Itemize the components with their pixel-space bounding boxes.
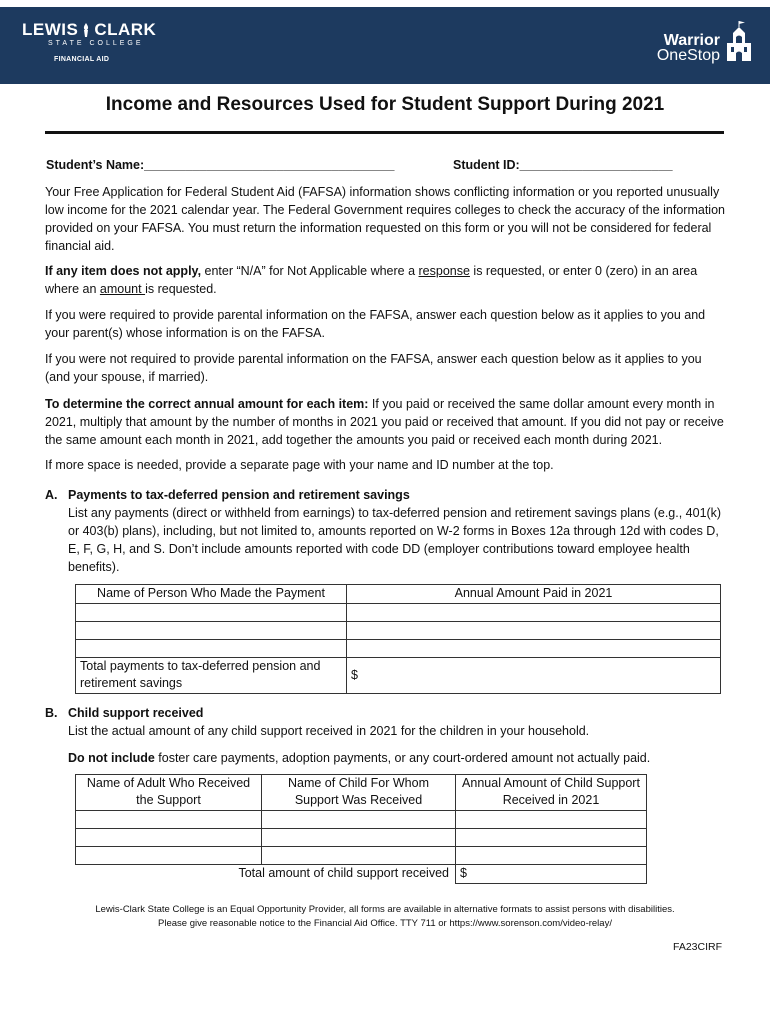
lewis-clark-logo	[22, 21, 156, 63]
table-row	[76, 640, 721, 658]
intro-p2-a: enter “N/A” for Not Applicable where a	[201, 264, 419, 278]
form-code: FA23CIRF	[673, 941, 723, 953]
intro-paragraph-2	[45, 262, 725, 298]
table-row	[76, 829, 647, 847]
intro-paragraph-3: If you were required to provide parental information on the FAFSA, answer each question below as it applies to you and your parent(s) whose information is on the FAFSA.	[45, 308, 706, 340]
intro-p5-rest: If you paid or received the same dollar amount every month in 2021, multiply that amount by the number of months in 2021 you paid or received that amount. If you did not pay or receive the same amount each month in 2021, add together the amounts you paid or received each month during 2021.	[45, 397, 724, 447]
table-a-amount-cell[interactable]	[347, 640, 721, 658]
table-b-adult-cell[interactable]	[76, 811, 262, 829]
section-a-heading: Payments to tax-deferred pension and retirement savings	[68, 488, 410, 502]
table-a-name-cell[interactable]	[76, 640, 347, 658]
table-b-total-label: Total amount of child support received	[238, 866, 449, 880]
logo-word-lewis: LEWIS	[22, 20, 79, 39]
table-b-amount-cell[interactable]	[456, 811, 647, 829]
table-b-adult-cell[interactable]	[76, 847, 262, 865]
table-a-amount-cell[interactable]	[347, 622, 721, 640]
bell-tower-icon	[722, 19, 752, 63]
logo-word-clark: CLARK	[94, 20, 157, 39]
table-b-adult-cell[interactable]	[76, 829, 262, 847]
table-row	[76, 604, 721, 622]
warrior-logo-line1: Warrior	[663, 32, 720, 49]
warrior-onestop-logo	[657, 19, 752, 63]
section-b	[45, 704, 725, 767]
student-fields	[46, 158, 726, 172]
logo-department: FINANCIAL AID	[54, 56, 110, 63]
page-title: Income and Resources Used for Student Support During 2021	[105, 94, 665, 115]
table-a-header-name: Name of Person Who Made the Payment	[76, 585, 347, 604]
section-b-note	[68, 749, 725, 767]
table-a-total-amount[interactable]: $	[347, 658, 721, 694]
section-b-heading: Child support received	[68, 706, 204, 720]
table-b-child-cell[interactable]	[262, 847, 456, 865]
table-a	[75, 584, 721, 694]
table-a-total-label: Total payments to tax-deferred pension and retirement savings	[76, 658, 347, 694]
table-a-amount-cell[interactable]	[347, 604, 721, 622]
intro-p2-b: is requested, or enter 0 (zero) in an area where an	[45, 264, 698, 296]
table-b-amount-cell[interactable]	[456, 829, 647, 847]
intro-p2-amount: amount	[99, 282, 146, 296]
footer-line-1: Lewis-Clark State College is an Equal Opportunity Provider, all forms are available in alternative formats to assist persons with disabilities.	[95, 904, 675, 915]
intro-paragraph-5	[45, 395, 725, 449]
table-b-amount-cell[interactable]	[456, 847, 647, 865]
section-a-text: List any payments (direct or withheld from earnings) to tax-deferred pension and retirement savings plans (e.g., 401(k) or 403(b) plans), including, but not limited to, amounts reported on W-2 forms in Boxes 12a through 12d with codes D, E, F, G, H, and S. Don’t include amounts reported with code DD (employer contributions toward employee health benefits).	[68, 506, 722, 574]
intro-paragraph-1: Your Free Application for Federal Student Aid (FAFSA) information shows conflicting information or you reported unusually low income for the 2021 calendar year. The Federal Government requires colleges to check the accuracy of the information provided on your FAFSA. You must return the information requested on this form or you will not be considered for federal financial aid.	[45, 185, 725, 253]
section-b-note-bold: Do not include	[68, 751, 155, 765]
table-a-total-row	[76, 658, 721, 694]
torch-icon	[81, 23, 91, 37]
table-b-header-adult: Name of Adult Who Received the Support	[76, 775, 262, 811]
intro-p5-bold: To determine the correct annual amount for each item:	[45, 397, 369, 411]
section-b-letter: B.	[45, 706, 58, 720]
warrior-logo-line2: OneStop	[656, 47, 720, 64]
table-b-header-amount: Annual Amount of Child Support Received in 2021	[456, 775, 647, 811]
footer-notice	[0, 903, 770, 931]
table-a-header-amount: Annual Amount Paid in 2021	[347, 585, 721, 604]
footer-line-2: Please give reasonable notice to the Financial Aid Office. TTY 711 or https://www.sorenson.com/video-relay/	[158, 918, 612, 929]
table-row	[76, 847, 647, 865]
intro-paragraph-4: If you were not required to provide parental information on the FAFSA, answer each question below as it applies to you (and your spouse, if married).	[45, 352, 702, 384]
logo-subline: STATE COLLEGE	[48, 40, 144, 47]
intro-p2-response: response	[418, 264, 470, 278]
section-a	[45, 486, 725, 576]
table-a-name-cell[interactable]	[76, 604, 347, 622]
section-b-note-rest: foster care payments, adoption payments, or any court-ordered amount not actually paid.	[154, 751, 651, 765]
section-a-letter: A.	[45, 488, 58, 502]
table-row	[76, 622, 721, 640]
student-id-field[interactable]: Student ID:______________________	[453, 158, 673, 172]
table-b-child-cell[interactable]	[262, 811, 456, 829]
section-b-text: List the actual amount of any child support received in 2021 for the children in your household.	[68, 724, 590, 738]
header-banner	[0, 7, 770, 84]
intro-paragraph-6: If more space is needed, provide a separate page with your name and ID number at the top.	[45, 458, 554, 472]
table-b-header-child: Name of Child For Whom Support Was Received	[262, 775, 456, 811]
table-b	[75, 774, 647, 884]
table-b-total-amount[interactable]: $	[456, 865, 647, 884]
student-name-field[interactable]: Student’s Name:____________________________________	[46, 158, 395, 172]
table-b-child-cell[interactable]	[262, 829, 456, 847]
title-divider	[45, 131, 724, 134]
table-b-total-row	[76, 865, 647, 884]
table-a-name-cell[interactable]	[76, 622, 347, 640]
intro-p2-c: is requested.	[145, 282, 217, 296]
intro-p2-bold: If any item does not apply,	[45, 264, 202, 278]
table-row	[76, 811, 647, 829]
